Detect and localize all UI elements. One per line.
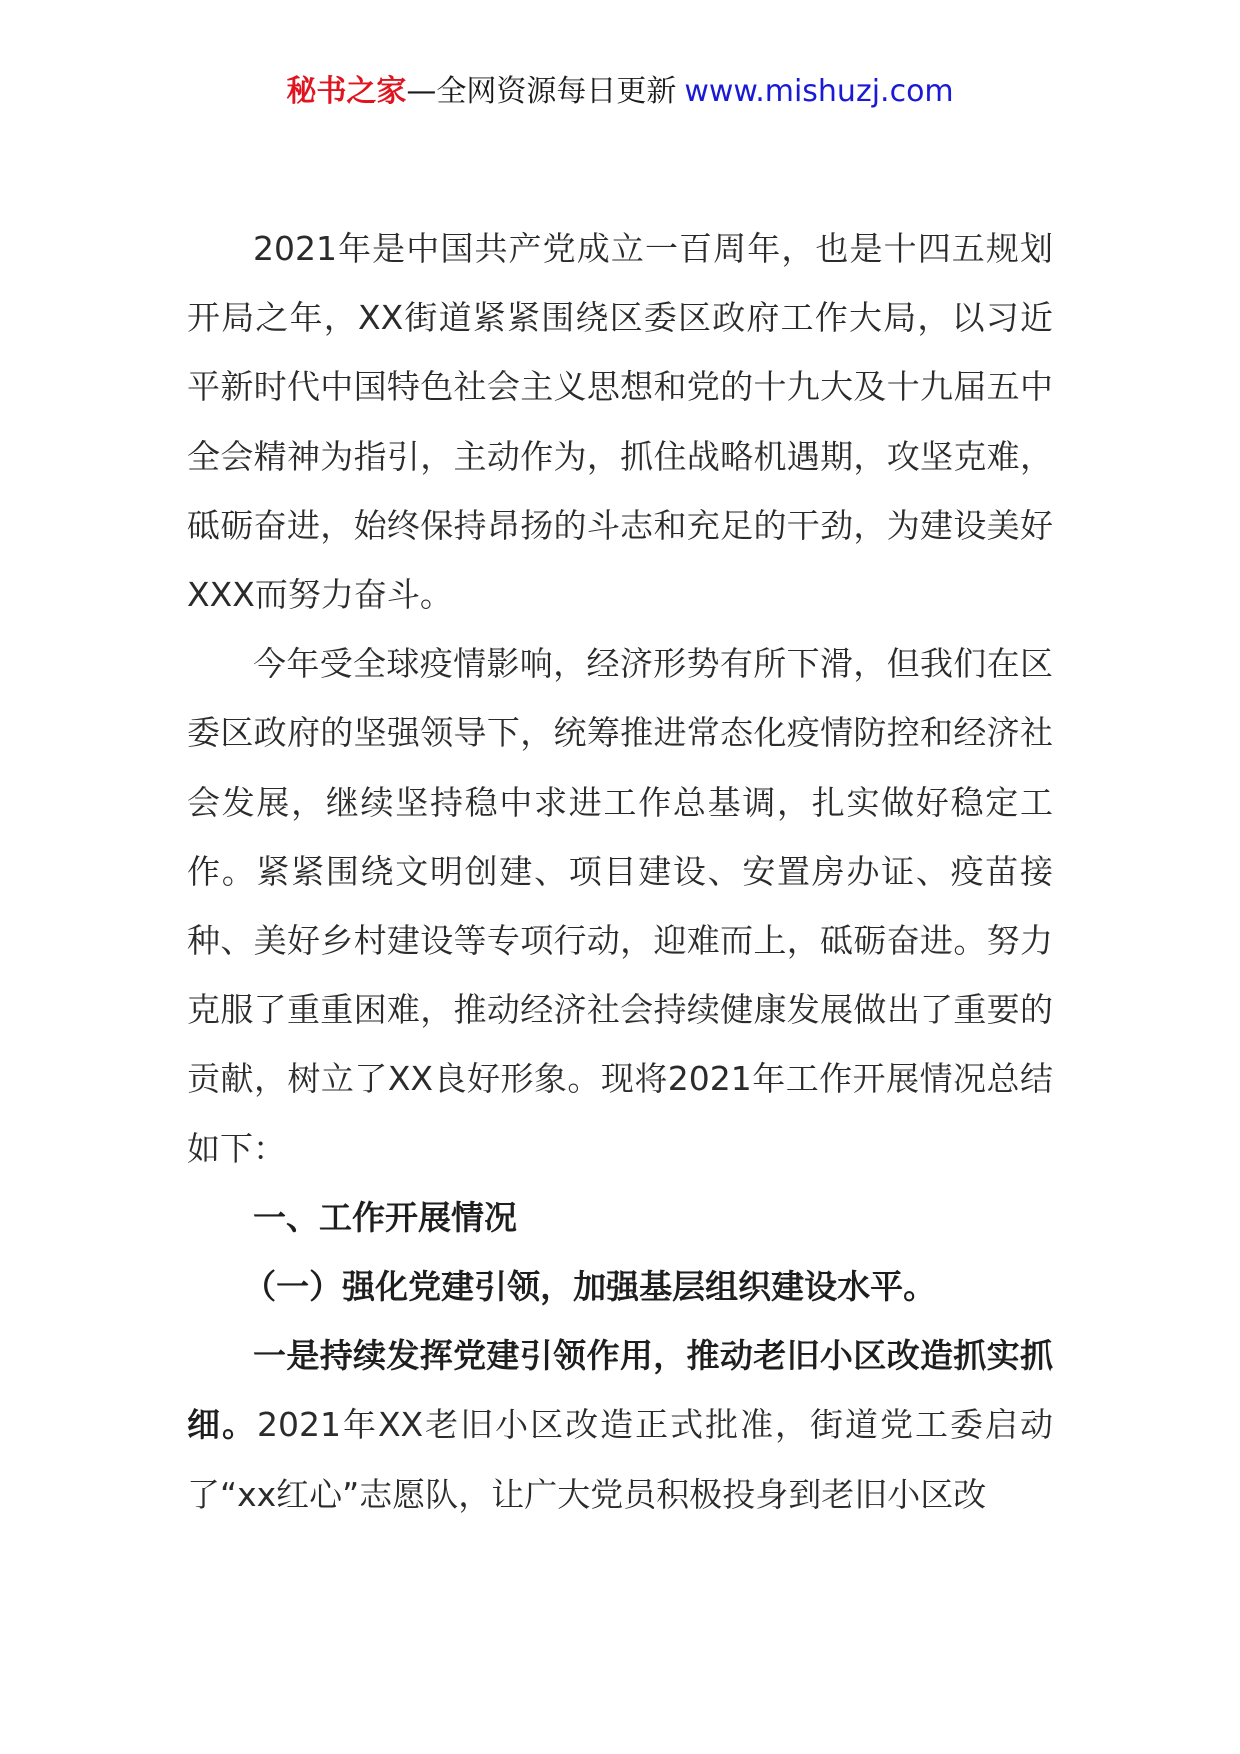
point-body-text: 2021年XX老旧小区改造正式批准，街道党工委启动了“xx红心”志愿队，让广大党员积极投身到老旧小区改 — [187, 1405, 1053, 1514]
document-body — [187, 214, 1053, 1529]
site-header — [0, 70, 1240, 114]
section-heading: 一、工作开展情况 — [253, 1197, 517, 1237]
point-lead-text: 一是持续发挥党建引领作用，推动老旧小区改造抓实抓细。 — [187, 1336, 1053, 1445]
point-paragraph-1 — [187, 1321, 1053, 1529]
site-tagline: —全网资源每日更新 — [406, 74, 677, 109]
intro-paragraph-2: 今年受全球疫情影响，经济形势有所下滑，但我们在区委区政府的坚强领导下，统筹推进常态化疫情防控和经济社会发展，继续坚持稳中求进工作总基调，扎实做好稳定工作。紧紧围绕文明创建、项目建设、安置房办证、疫苗接种、美好乡村建设等专项行动，迎难而上，砥砺奋进。努力克服了重重困难，推动经济社会持续健康发展做出了重要的贡献，树立了XX良好形象。现将2021年工作开展情况总结如下： — [187, 644, 1053, 1168]
intro-paragraph-1: 2021年是中国共产党成立一百周年，也是十四五规划开局之年，XX街道紧紧围绕区委区政府工作大局，以习近平新时代中国特色社会主义思想和党的十九大及十九届五中全会精神为指引，主动作为，抓住战略机遇期，攻坚克难，砥砺奋进，始终保持昂扬的斗志和充足的干劲，为建设美好XXX而努力奋斗。 — [187, 229, 1053, 615]
site-url-link[interactable]: www.mishuzj.com — [684, 74, 954, 109]
site-brand: 秘书之家 — [286, 74, 407, 109]
subsection-heading: （一）强化党建引领，加强基层组织建设水平。 — [243, 1267, 937, 1307]
